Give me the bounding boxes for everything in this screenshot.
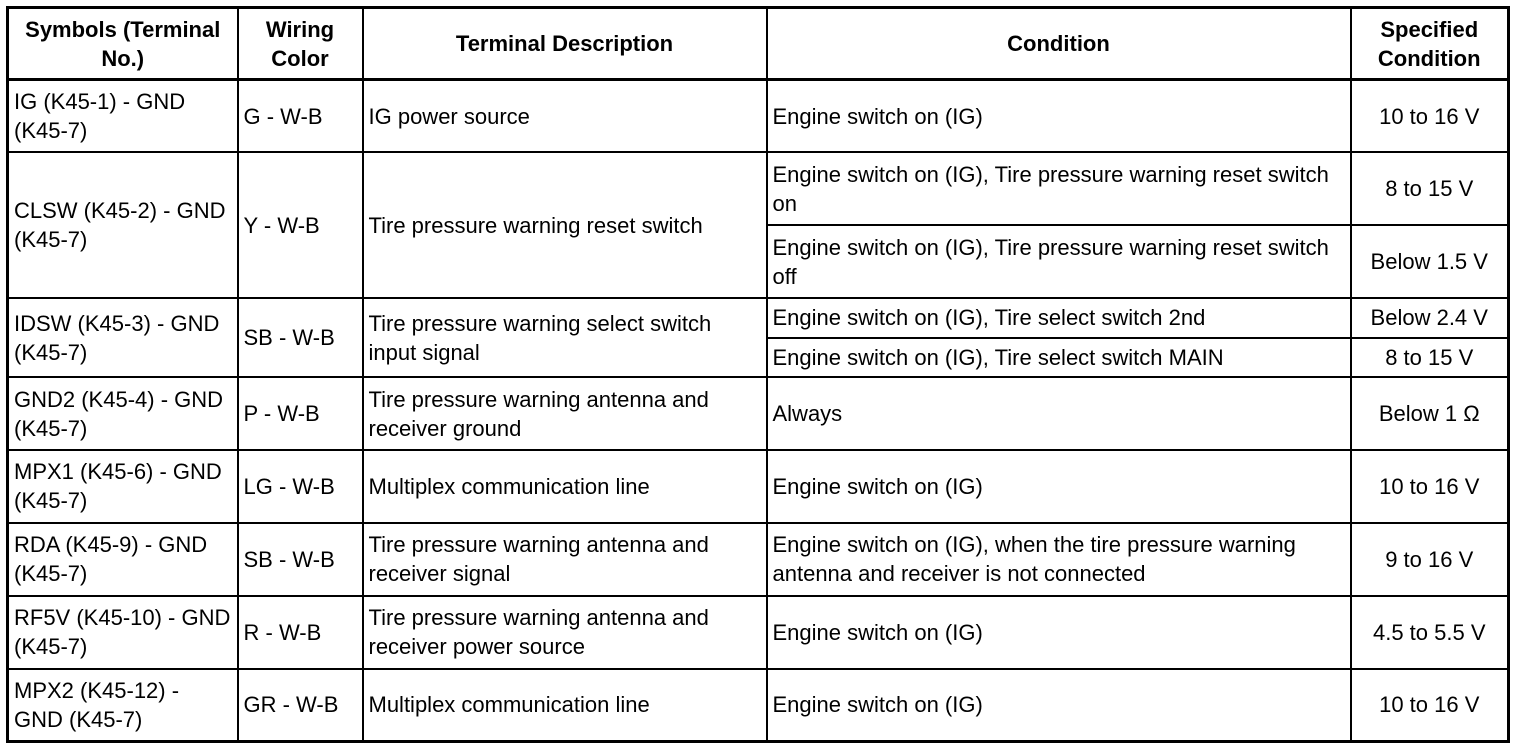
wiring-color-cell: SB - W-B <box>238 523 363 596</box>
symbol-cell: MPX2 (K45-12) - GND (K45-7) <box>8 669 238 742</box>
condition-cell: Engine switch on (IG), Tire select switch 2nd <box>767 298 1351 338</box>
symbol-cell: GND2 (K45-4) - GND (K45-7) <box>8 377 238 450</box>
condition-cell: Engine switch on (IG), Tire select switch MAIN <box>767 338 1351 378</box>
condition-cell: Engine switch on (IG) <box>767 669 1351 742</box>
table-row <box>8 377 1509 450</box>
spec-cell: 8 to 15 V <box>1351 338 1509 378</box>
spec-cell: 9 to 16 V <box>1351 523 1509 596</box>
spec-cell: 4.5 to 5.5 V <box>1351 596 1509 669</box>
symbol-cell: RDA (K45-9) - GND (K45-7) <box>8 523 238 596</box>
condition-cell: Engine switch on (IG), Tire pressure warning reset switch on <box>767 152 1351 225</box>
condition-cell: Engine switch on (IG), when the tire pressure warning antenna and receiver is not connected <box>767 523 1351 596</box>
wiring-color-cell: R - W-B <box>238 596 363 669</box>
spec-cell: Below 1.5 V <box>1351 225 1509 298</box>
description-cell: Multiplex communication line <box>363 669 767 742</box>
condition-cell: Engine switch on (IG) <box>767 450 1351 523</box>
wiring-color-cell: Y - W-B <box>238 152 363 298</box>
description-cell: Tire pressure warning antenna and receiver ground <box>363 377 767 450</box>
description-cell: Tire pressure warning antenna and receiver signal <box>363 523 767 596</box>
table-row <box>8 596 1509 669</box>
table-row <box>8 152 1509 225</box>
wiring-color-cell: LG - W-B <box>238 450 363 523</box>
wiring-color-cell: GR - W-B <box>238 669 363 742</box>
description-cell: Tire pressure warning select switch input signal <box>363 298 767 377</box>
condition-cell: Engine switch on (IG) <box>767 596 1351 669</box>
table-row <box>8 523 1509 596</box>
header-wiring-color: Wiring Color <box>238 8 363 80</box>
symbol-cell: CLSW (K45-2) - GND (K45-7) <box>8 152 238 298</box>
condition-cell: Always <box>767 377 1351 450</box>
symbol-cell: RF5V (K45-10) - GND (K45-7) <box>8 596 238 669</box>
spec-cell: 8 to 15 V <box>1351 152 1509 225</box>
wiring-color-cell: SB - W-B <box>238 298 363 377</box>
wiring-color-cell: P - W-B <box>238 377 363 450</box>
header-terminal-description: Terminal Description <box>363 8 767 80</box>
wiring-color-cell: G - W-B <box>238 80 363 153</box>
condition-cell: Engine switch on (IG) <box>767 80 1351 153</box>
table-row <box>8 669 1509 742</box>
table-row <box>8 80 1509 153</box>
description-cell: Tire pressure warning reset switch <box>363 152 767 298</box>
header-specified-condition: Specified Condition <box>1351 8 1509 80</box>
description-cell: IG power source <box>363 80 767 153</box>
table-row <box>8 298 1509 338</box>
table-row <box>8 450 1509 523</box>
spec-cell: 10 to 16 V <box>1351 669 1509 742</box>
symbol-cell: MPX1 (K45-6) - GND (K45-7) <box>8 450 238 523</box>
spec-cell: 10 to 16 V <box>1351 80 1509 153</box>
header-condition: Condition <box>767 8 1351 80</box>
spec-cell: Below 1 Ω <box>1351 377 1509 450</box>
spec-cell: Below 2.4 V <box>1351 298 1509 338</box>
terminal-inspection-table <box>6 6 1510 743</box>
header-row <box>8 8 1509 80</box>
description-cell: Tire pressure warning antenna and receiver power source <box>363 596 767 669</box>
condition-cell: Engine switch on (IG), Tire pressure warning reset switch off <box>767 225 1351 298</box>
spec-cell: 10 to 16 V <box>1351 450 1509 523</box>
description-cell: Multiplex communication line <box>363 450 767 523</box>
header-symbols: Symbols (Terminal No.) <box>8 8 238 80</box>
symbol-cell: IG (K45-1) - GND (K45-7) <box>8 80 238 153</box>
symbol-cell: IDSW (K45-3) - GND (K45-7) <box>8 298 238 377</box>
